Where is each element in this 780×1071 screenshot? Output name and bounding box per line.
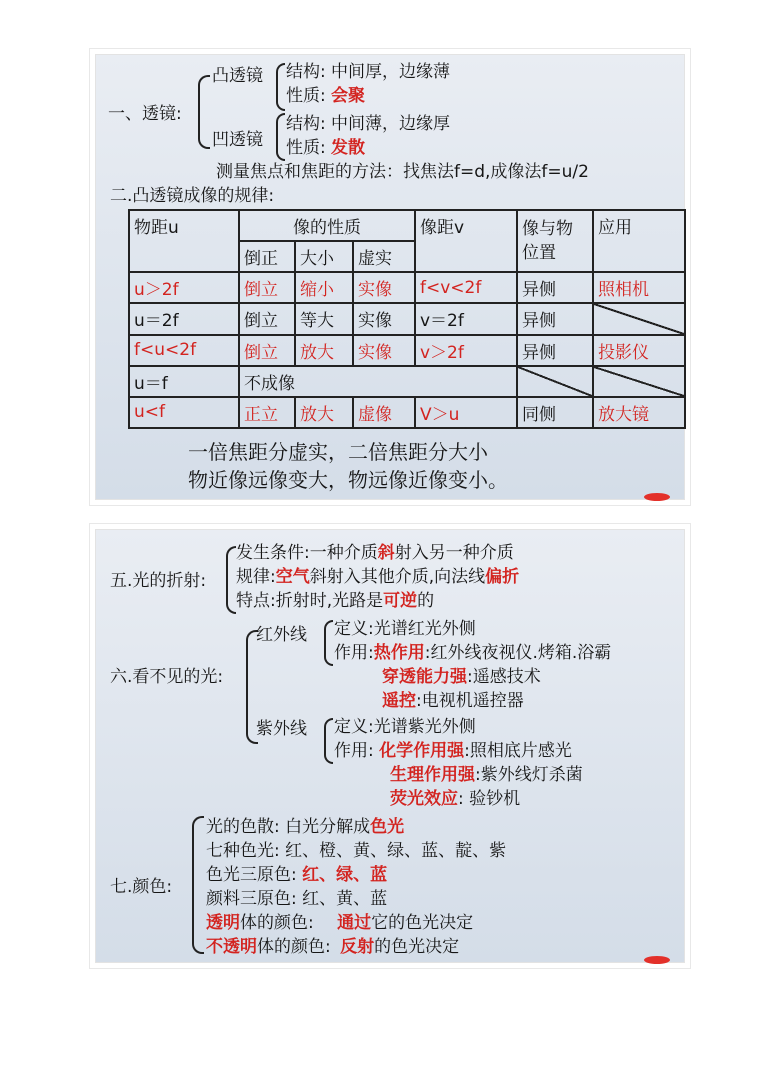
row4-application-empty <box>593 366 685 397</box>
header-position: 像与物位置 <box>517 210 593 272</box>
light-primary-colors: 色光三原色: 红、绿、蓝 <box>206 865 388 885</box>
row2-type: 实像 <box>353 303 415 334</box>
header-orientation: 倒正 <box>239 241 295 272</box>
infrared-label: 红外线 <box>256 625 307 645</box>
table-row <box>129 335 685 366</box>
refraction-condition: 发生条件:一种介质斜射入另一种介质 <box>236 543 514 563</box>
refraction-feature: 特点:折射时,光路是可逆的 <box>236 591 435 611</box>
section7-label: 七.颜色: <box>110 877 173 897</box>
summary-line-1: 一倍焦距分虚实，二倍焦距分大小 <box>188 440 488 464</box>
row2-v: v＝2f <box>415 303 517 334</box>
row3-position: 异侧 <box>517 335 593 366</box>
section7-brace <box>192 816 204 954</box>
row1-type: 实像 <box>353 272 415 303</box>
convex-property-label: 性质: <box>286 86 326 106</box>
ultraviolet-brace <box>324 718 333 764</box>
row3-orientation: 倒立 <box>239 335 295 366</box>
header-image-distance: 像距v <box>415 210 517 272</box>
row5-u: u<f <box>129 397 239 428</box>
infrared-use-penetration: 穿透能力强:遥感技术 <box>382 667 541 687</box>
concave-structure-label: 结构: <box>286 114 326 134</box>
summary-line-2: 物近像远像变大，物远像近像变小。 <box>188 468 508 492</box>
row1-application: 照相机 <box>593 272 685 303</box>
row3-application: 投影仪 <box>593 335 685 366</box>
row3-u: f<u<2f <box>129 335 239 366</box>
row2-application-empty <box>593 303 685 334</box>
row5-orientation: 正立 <box>239 397 295 428</box>
row5-type: 虚像 <box>353 397 415 428</box>
section6-label: 六.看不见的光: <box>110 667 224 687</box>
row1-orientation: 倒立 <box>239 272 295 303</box>
row4-position-empty <box>517 366 593 397</box>
table-row <box>129 272 685 303</box>
row3-v: v＞2f <box>415 335 517 366</box>
convex-structure-value: 中间厚，边缘薄 <box>331 62 450 82</box>
header-application: 应用 <box>593 210 685 272</box>
infrared-brace <box>324 620 333 666</box>
infrared-use-heat: 作用:热作用:红外线夜视仪.烤箱.浴霸 <box>334 643 612 663</box>
header-image-nature: 像的性质 <box>239 210 415 241</box>
row2-u: u＝2f <box>129 303 239 334</box>
opaque-object-color: 不透明体的颜色: 反射的色光决定 <box>206 937 460 957</box>
ultraviolet-use-biological: 生理作用强:紫外线灯杀菌 <box>390 765 583 785</box>
refraction-rule: 规律:空气斜射入其他介质,向法线偏折 <box>236 567 520 587</box>
row5-v: V＞u <box>415 397 517 428</box>
section1-brace <box>198 75 210 149</box>
seven-colors: 七种色光: 红、橙、黄、绿、蓝、靛、紫 <box>206 841 507 861</box>
row1-u: u＞2f <box>129 272 239 303</box>
infrared-use-remote: 遥控:电视机遥控器 <box>382 691 524 711</box>
row4-nature: 不成像 <box>239 366 517 397</box>
red-pointer-icon <box>644 956 670 964</box>
convex-structure-label: 结构: <box>286 62 326 82</box>
light-slide <box>96 530 684 962</box>
row4-u: u＝f <box>129 366 239 397</box>
row3-type: 实像 <box>353 335 415 366</box>
color-dispersion: 光的色散: 白光分解成色光 <box>206 817 405 837</box>
row2-size: 等大 <box>295 303 353 334</box>
convex-property-value: 会聚 <box>331 86 365 106</box>
row2-orientation: 倒立 <box>239 303 295 334</box>
section5-brace <box>226 546 236 614</box>
row5-application: 放大镜 <box>593 397 685 428</box>
table-row <box>129 366 685 397</box>
section1-label: 一、透镜: <box>108 104 182 124</box>
concave-brace <box>276 113 285 161</box>
transparent-object-color: 透明体的颜色: 通过它的色光决定 <box>206 913 474 933</box>
lens-slide <box>96 55 684 499</box>
concave-property-value: 发散 <box>331 138 365 158</box>
row2-position: 异侧 <box>517 303 593 334</box>
row5-position: 同侧 <box>517 397 593 428</box>
row1-position: 异侧 <box>517 272 593 303</box>
concave-structure-value: 中间薄，边缘厚 <box>331 114 450 134</box>
concave-lens-label: 凹透镜 <box>212 130 263 150</box>
row1-v: f<v<2f <box>415 272 517 303</box>
row3-size: 放大 <box>295 335 353 366</box>
section5-label: 五.光的折射: <box>110 571 207 591</box>
infrared-definition: 定义:光谱红光外侧 <box>334 619 476 639</box>
row5-size: 放大 <box>295 397 353 428</box>
row1-size: 缩小 <box>295 272 353 303</box>
convex-brace <box>276 63 285 111</box>
header-type: 虚实 <box>353 241 415 272</box>
table-row <box>129 397 685 428</box>
section2-title: 二.凸透镜成像的规律: <box>110 186 275 206</box>
concave-property-label: 性质: <box>286 138 326 158</box>
lens-imaging-table <box>128 209 686 429</box>
header-object-distance: 物距u <box>129 210 239 272</box>
red-pointer-icon <box>644 493 670 501</box>
header-size: 大小 <box>295 241 353 272</box>
pigment-primary-colors: 颜料三原色: 红、黄、蓝 <box>206 889 388 909</box>
table-row <box>129 303 685 334</box>
ultraviolet-label: 紫外线 <box>256 719 307 739</box>
convex-lens-label: 凸透镜 <box>212 66 263 86</box>
ultraviolet-use-fluorescence: 荧光效应: 验钞机 <box>390 789 521 809</box>
ultraviolet-use-chemical: 作用: 化学作用强:照相底片感光 <box>334 741 572 761</box>
ultraviolet-definition: 定义:光谱紫光外侧 <box>334 717 476 737</box>
focus-method-line: 测量焦点和焦距的方法：找焦法f=d,成像法f=u/2 <box>216 162 589 182</box>
